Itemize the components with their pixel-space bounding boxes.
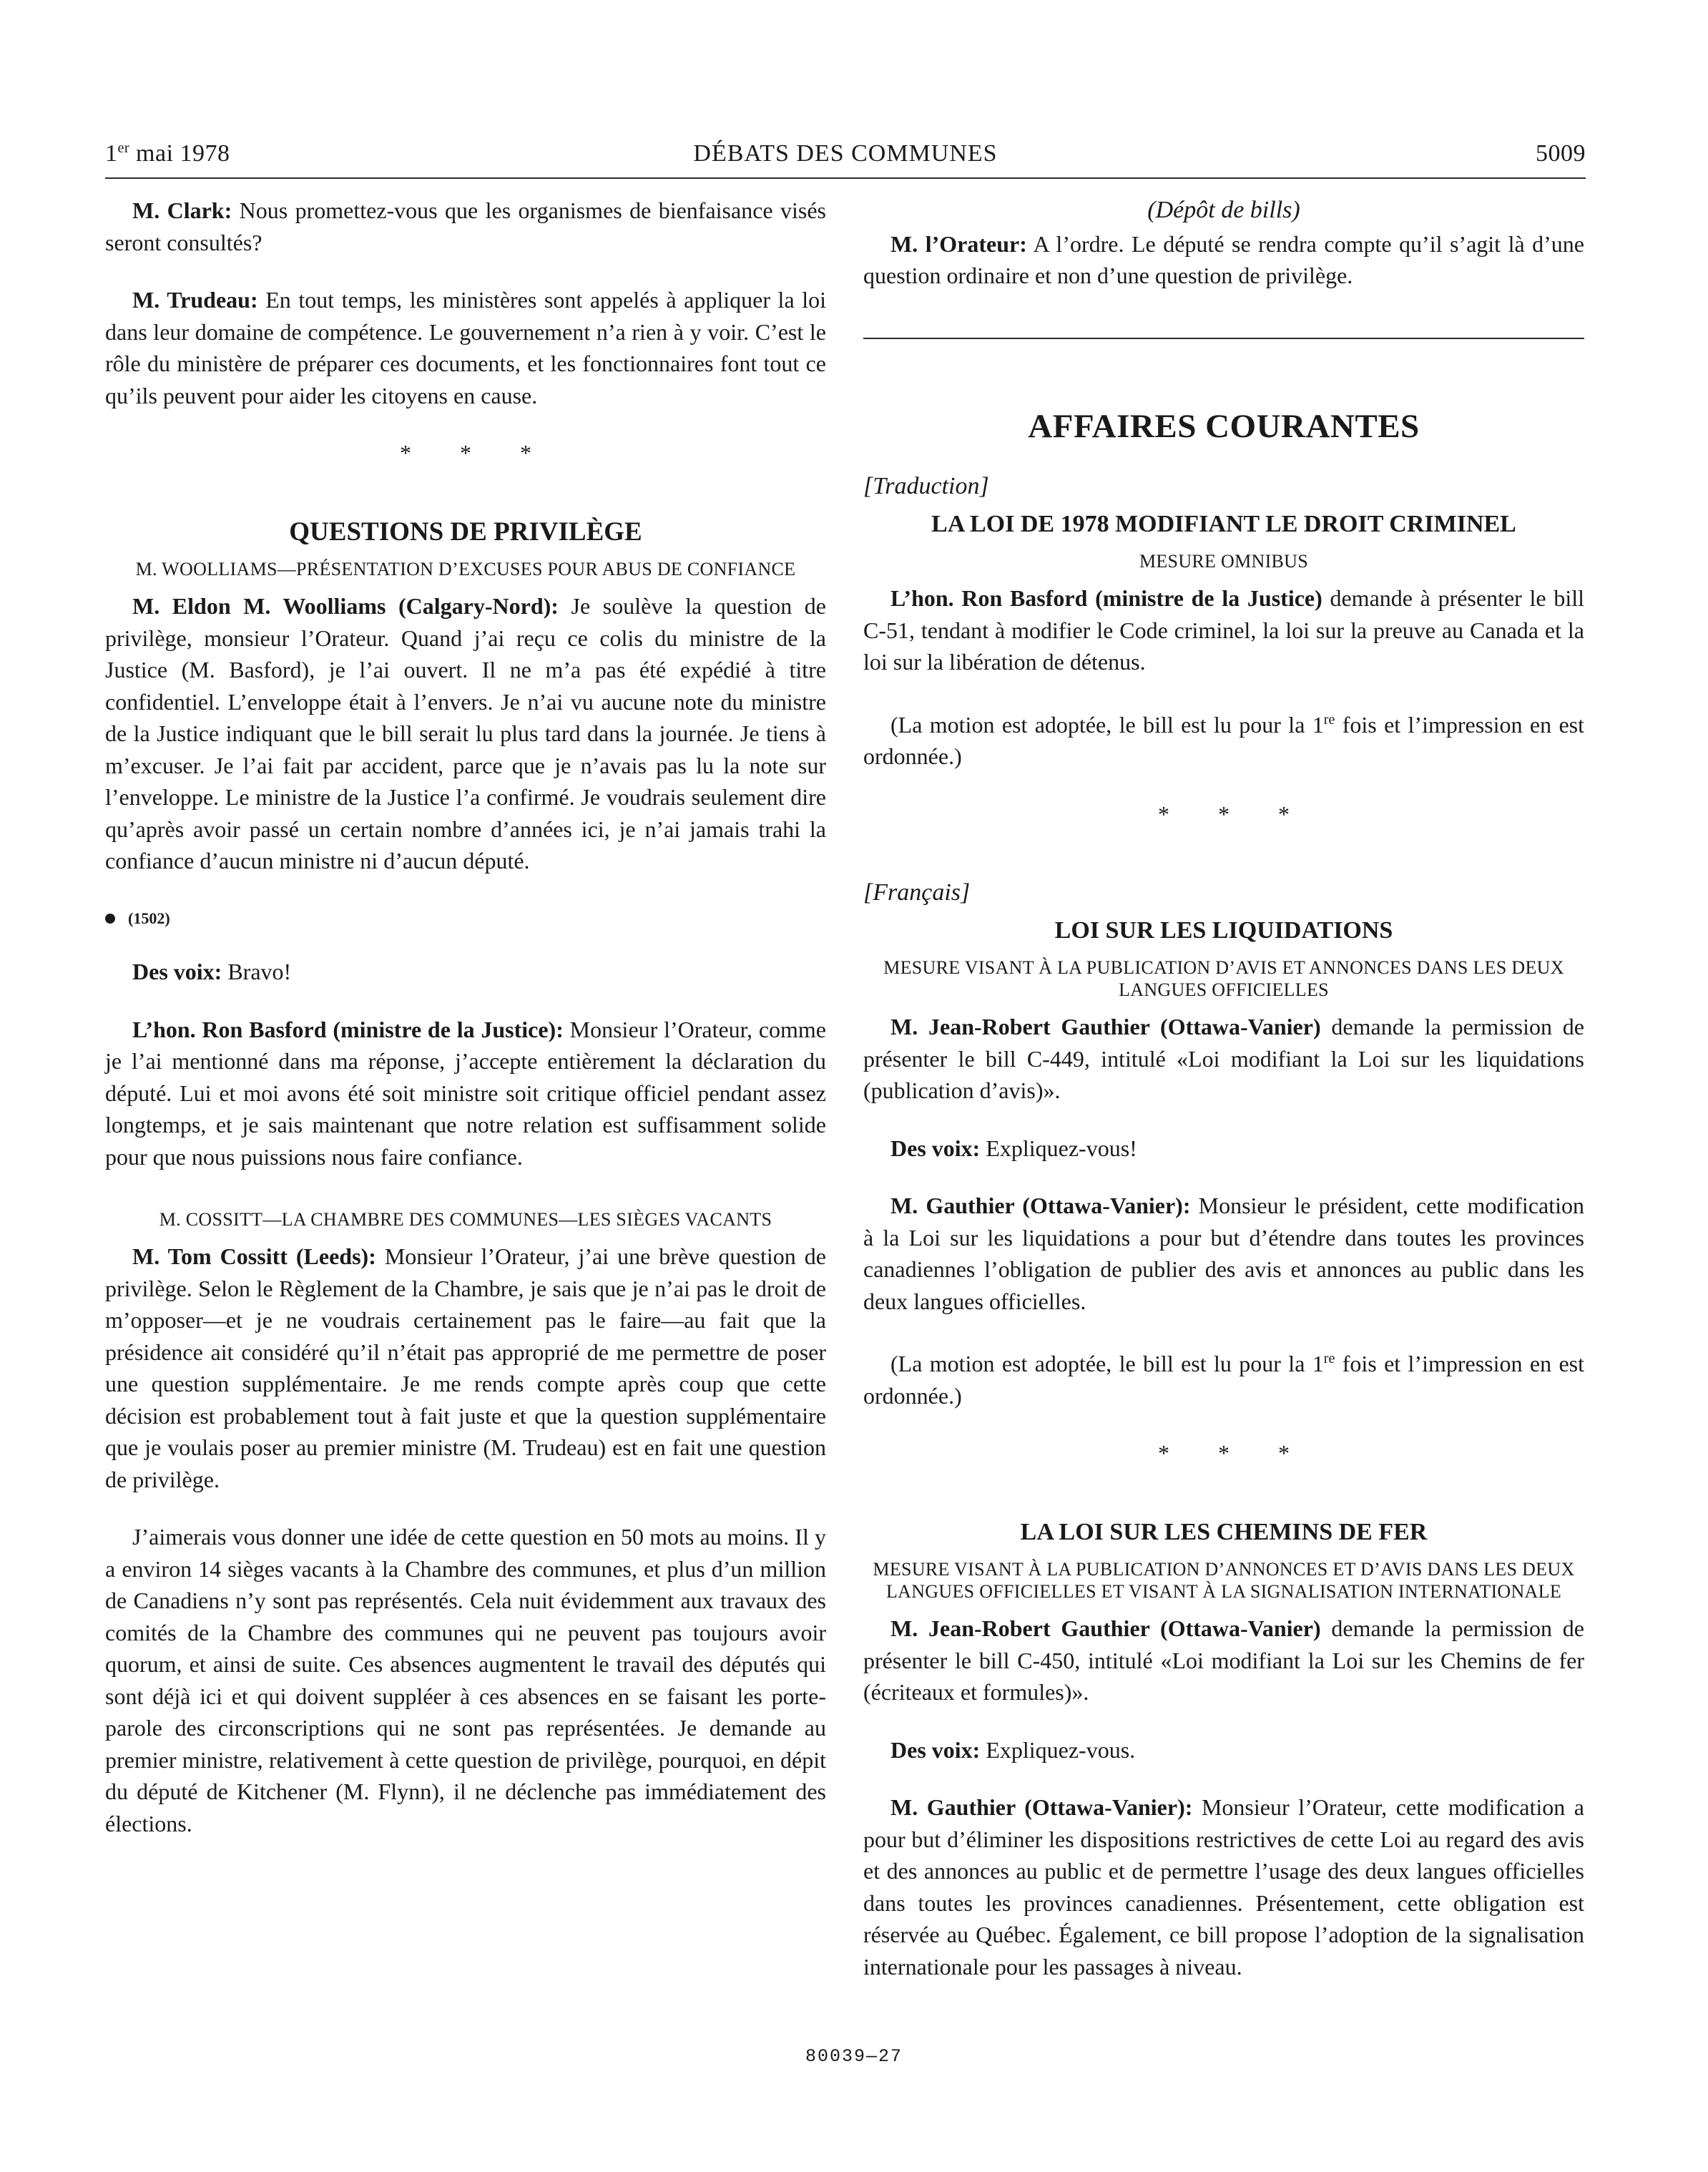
speaker-name: M. Clark: (132, 197, 232, 223)
paragraph-motion: (La motion est adoptée, le bill est lu pour la 1re fois et l’impression en est ordonnée.) (863, 1351, 1585, 1409)
speaker-name: L’hon. Ron Basford (ministre de la Justice) (890, 585, 1322, 611)
speaker-name: M. Jean-Robert Gauthier (Ottawa-Vanier) (890, 1014, 1321, 1039)
speaker-name: M. Jean-Robert Gauthier (Ottawa-Vanier) (890, 1615, 1321, 1641)
section-title: LA LOI DE 1978 MODIFIANT LE DROIT CRIMINEL (931, 510, 1516, 537)
paragraph-gauthier-bill: M. Jean-Robert Gauthier (Ottawa-Vanier) demande la permission de présenter le bill C-449, intitulé «Loi modifiant la Loi sur les liquidations (publication d’avis)». (863, 1014, 1585, 1103)
translation-label: [Traduction] (863, 473, 989, 499)
speaker-name: Des voix: (890, 1135, 981, 1161)
horizontal-rule (863, 338, 1584, 339)
paragraph-voix: Des voix: Expliquez-vous. (890, 1736, 1136, 1763)
section-separator: * * * (1158, 1440, 1311, 1466)
footer-code: 80039—27 (805, 2046, 903, 2067)
speaker-name: M. Eldon M. Woolliams (Calgary-Nord): (132, 593, 559, 619)
speaker-name: M. Gauthier (Ottawa-Vanier): (890, 1193, 1191, 1218)
paragraph-cossitt: M. Tom Cossitt (Leeds): Monsieur l’Orateur, j’ai une brève question de privilège. Selon le Règlement de la Chambre, je sais que je n’ai pas le droit de m’opposer—et je ne voudrais certainement pas le faire—au fait que la présidence ait considéré qu’il n’était pas approprié de me permettre de poser une question supplémentaire. Je me rends compte après coup que cette décision est probablement tout à fait juste et que la question supplémentaire que je voulais poser au premier ministre (M. Trudeau) est en fait une question de privilège. (105, 1243, 827, 1492)
paragraph-voix: Des voix: Expliquez-vous! (890, 1135, 1137, 1161)
depot-label: (Dépôt de bills) (1147, 197, 1300, 223)
paragraph-cossitt-cont: J’aimerais vous donner une idée de cette question en 50 mots au moins. Il y a environ 14 sièges vacants à la Chambre des communes, et plus d’un million de Canadiens n’y sont pas représentés. Cela nuit évidemment aux travaux des comités de la Chambre des communes qui ne peuvent pas toujours avoir quorum, et ainsi de suite. Ces absences augmentent le travail des députés qui sont déjà ici et qui doivent suppléer à ces absences en se faisant les porte-parole des circonscriptions qui ne sont pas représentées. Je demande au premier ministre, relativement à cette question de privilège, pourquoi, en dépit du député de Kitchener (M. Flynn), il ne déclenche pas immédiatement des élections. (105, 1524, 826, 1836)
speaker-name: M. Tom Cossitt (Leeds): (132, 1243, 376, 1269)
language-label: [Français] (863, 879, 971, 906)
speaker-name: Des voix: (132, 959, 222, 984)
paragraph-voix: Des voix: Bravo! (132, 959, 292, 984)
page-header (105, 140, 1586, 179)
header-page-number: 5009 (1536, 140, 1586, 167)
header-date: 1er mai 1978 (105, 140, 230, 167)
section-subtitle: M. COSSITT—LA CHAMBRE DES COMMUNES—LES SIÈGES VACANTS (159, 1209, 772, 1230)
paragraph-basford: L’hon. Ron Basford (ministre de la Justice): Monsieur l’Orateur, comme je l’ai mentionné dans ma réponse, j’accepte entièrement la déclaration du député. Lui et moi avons été soit ministre soit critique officiel pendant assez longtemps, et je sais maintenant que notre relation est suffisamment solide pour que nous puissions nous faire confiance. (105, 1016, 827, 1170)
header-title: DÉBATS DES COMMUNES (693, 140, 998, 167)
paragraph-gauthier: M. Gauthier (Ottawa-Vanier): Monsieur l’Orateur, cette modification a pour but d’éliminer les dispositions restrictives de cette Loi au regard des avis et des annonces au public et de permettre l’usage des deux langues officielles dans toutes les provinces canadiennes. Présentement, cette obligation est réservée au Québec. Également, ce bill propose l’adoption de la signalisation internationale pour les passages à niveau. (863, 1794, 1585, 1980)
paragraph-clark: M. Clark: Nous promettez-vous que les organismes de bienfaisance visés seront consultés? (105, 197, 827, 255)
section-title-main: AFFAIRES COURANTES (1028, 407, 1420, 445)
speaker-name: L’hon. Ron Basford (ministre de la Justice): (132, 1016, 564, 1042)
section-title: QUESTIONS DE PRIVILÈGE (289, 517, 642, 547)
section-separator: * * * (1158, 801, 1311, 827)
speaker-name: M. Trudeau: (132, 287, 258, 313)
section-subtitle: MESURE VISANT À LA PUBLICATION D’AVIS ET ANNONCES DANS LES DEUX LANGUES OFFICIELLES (883, 957, 1564, 1000)
paragraph-motion: (La motion est adoptée, le bill est lu pour la 1re fois et l’impression en est ordonnée.) (863, 711, 1585, 769)
paragraph-orateur: M. l’Orateur: A l’ordre. Le député se rendra compte qu’il s’agit là d’une question ordinaire et non d’une question de privilège. (863, 230, 1585, 288)
section-title: LOI SUR LES LIQUIDATIONS (1054, 916, 1393, 944)
speaker-name: M. l’Orateur: (890, 230, 1027, 257)
section-title: LA LOI SUR LES CHEMINS DE FER (1020, 1518, 1428, 1545)
bullet-icon (105, 914, 115, 924)
section-subtitle: MESURE OMNIBUS (1139, 551, 1309, 572)
paragraph-gauthier: M. Gauthier (Ottawa-Vanier): Monsieur le président, cette modification à la Loi sur les liquidations a pour but d’étendre dans toutes les provinces canadiennes l’obligation de publier des avis et annonces au public dans les deux langues officielles. (863, 1193, 1585, 1314)
speaker-name: Des voix: (890, 1736, 981, 1763)
section-separator: * * * (400, 440, 553, 466)
section-subtitle: MESURE VISANT À LA PUBLICATION D’ANNONCES ET D’AVIS DANS LES DEUX LANGUES OFFICIELLES ET VISANT À LA SIGNALISATION INTERNATIONALE (873, 1559, 1575, 1602)
paragraph-woolliams: M. Eldon M. Woolliams (Calgary-Nord): Je soulève la question de privilège, monsieur l’Orateur. Quand j’ai reçu ce colis du ministre de la Justice (M. Basford), je l’ai ouvert. Il ne m’a pas été expédié à titre confidentiel. L’enveloppe était à l’envers. Je n’ai vu aucune note du ministre de la Justice indiquant que le bill serait lu plus tard dans la journée. Je tiens à m’excuser. Je l’ai fait par accident, parce que je n’avais pas lu la note sur l’enveloppe. Le ministre de la Justice l’a confirmé. Je voudrais seulement dire qu’après avoir passé un certain nombre d’années ici, je n’ai jamais trahi la confiance d’aucun ministre ni d’aucun député. (105, 593, 827, 874)
paragraph-trudeau: M. Trudeau: En tout temps, les ministères sont appelés à appliquer la loi dans leur domaine de compétence. Le gouvernement n’a rien à y voir. C’est le rôle du ministère de préparer ces documents, et les fonctionnaires font tout ce qu’ils peuvent pour aider les citoyens en cause. (105, 287, 827, 409)
left-column (105, 195, 826, 1865)
paragraph-gauthier-bill: M. Jean-Robert Gauthier (Ottawa-Vanier) demande la permission de présenter le bill C-450, intitulé «Loi modifiant la Loi sur les Chemins de fer (écriteaux et formules)». (863, 1615, 1585, 1705)
paragraph-basford-bill: L’hon. Ron Basford (ministre de la Justice) demande à présenter le bill C-51, tendant à modifier le Code criminel, la loi sur la preuve au Canada et la loi sur la libération de détenus. (863, 585, 1585, 675)
right-column (863, 195, 1584, 2008)
timestamp: (1502) (105, 903, 826, 935)
speaker-name: M. Gauthier (Ottawa-Vanier): (890, 1794, 1193, 1820)
section-subtitle: M. WOOLLIAMS—PRÉSENTATION D’EXCUSES POUR ABUS DE CONFIANCE (135, 559, 796, 579)
